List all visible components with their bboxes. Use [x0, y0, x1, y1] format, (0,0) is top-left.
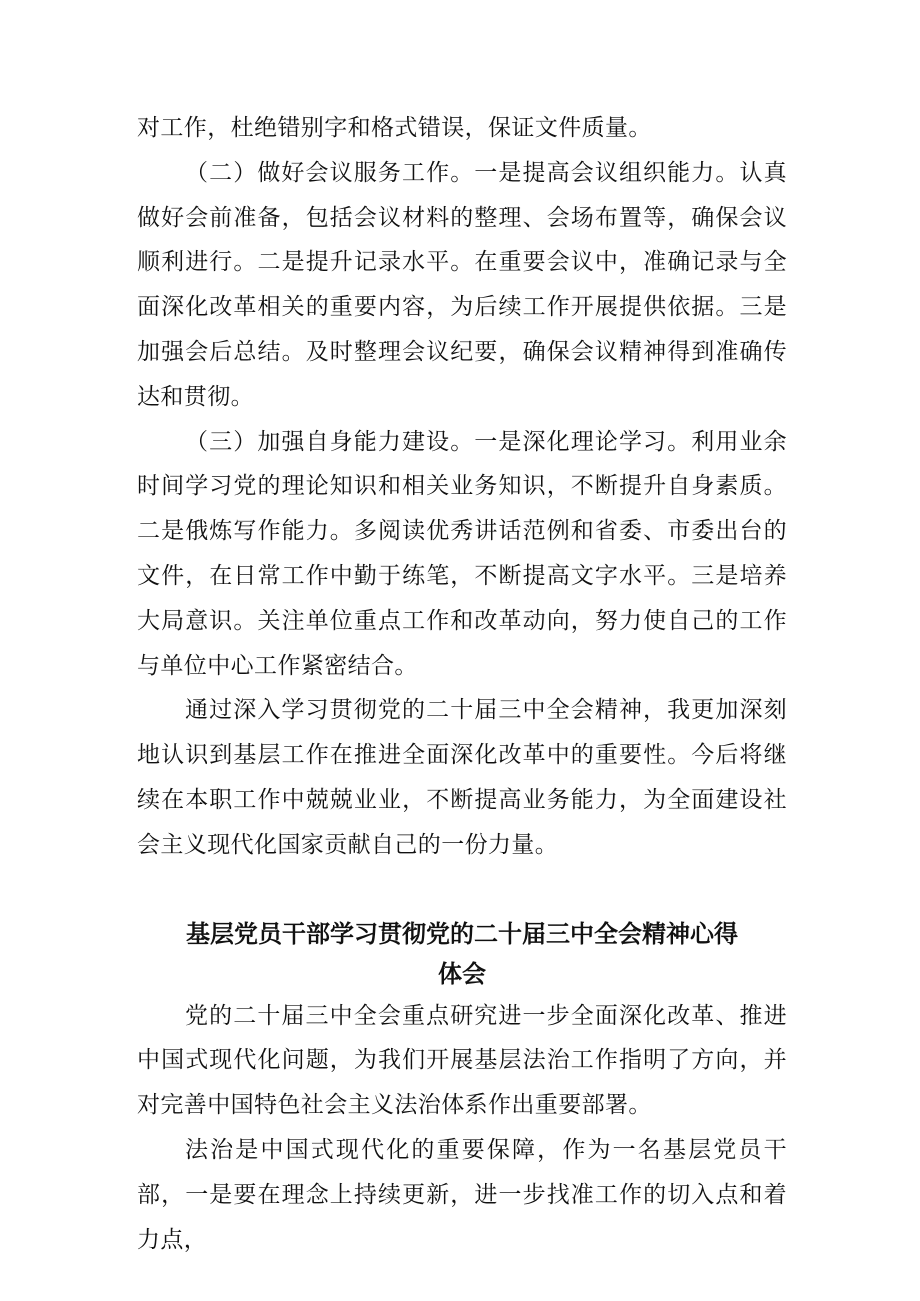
paragraph-rule-of-law: 法治是中国式现代化的重要保障，作为一名基层党员干部，一是要在理念上持续更新，进一步找准工作的切入点和着力点， — [137, 1136, 787, 1253]
section-title-line-1: 基层党员干部学习贯彻党的二十届三中全会精神心得 — [186, 919, 738, 948]
paragraph-self-improvement: （三）加强自身能力建设。一是深化理论学习。利用业余时间学习党的理论知识和相关业务知识，不断提升自身素质。二是俄炼写作能力。多阅读优秀讲话范例和省委、市委出台的文件，在日常工作中勤于练笔，不断提高文字水平。三是培养大局意识。关注单位重点工作和改革动向，努力使自己的工作与单位中心工作紧密结合。 — [137, 428, 787, 679]
section-title — [137, 914, 787, 994]
paragraph-continuation: 对工作，杜绝错别字和格式错误，保证文件质量。 — [137, 115, 652, 141]
paragraph-meeting-service: （二）做好会议服务工作。一是提高会议组织能力。认真做好会前准备，包括会议材料的整理、会场布置等，确保会议顺利进行。二是提升记录水平。在重要会议中，准确记录与全面深化改革相关的重要内容，为后续工作开展提供依据。三是加强会后总结。及时整理会议纪要，确保会议精神得到准确传达和贯彻。 — [137, 159, 787, 410]
section-gap — [137, 868, 787, 914]
document-page — [137, 106, 787, 1262]
paragraph-conclusion: 通过深入学习贯彻党的二十届三中全会精神，我更加深刻地认识到基层工作在推进全面深化改革中的重要性。今后将继续在本职工作中兢兢业业，不断提高业务能力，为全面建设社会主义现代化国家贡献自己的一份力量。 — [137, 697, 787, 858]
paragraph-intro: 党的二十届三中全会重点研究进一步全面深化改革、推进中国式现代化问题，为我们开展基层法治工作指明了方向，并对完善中国特色社会主义法治体系作出重要部署。 — [137, 1002, 787, 1119]
section-title-line-2: 体会 — [438, 959, 486, 988]
